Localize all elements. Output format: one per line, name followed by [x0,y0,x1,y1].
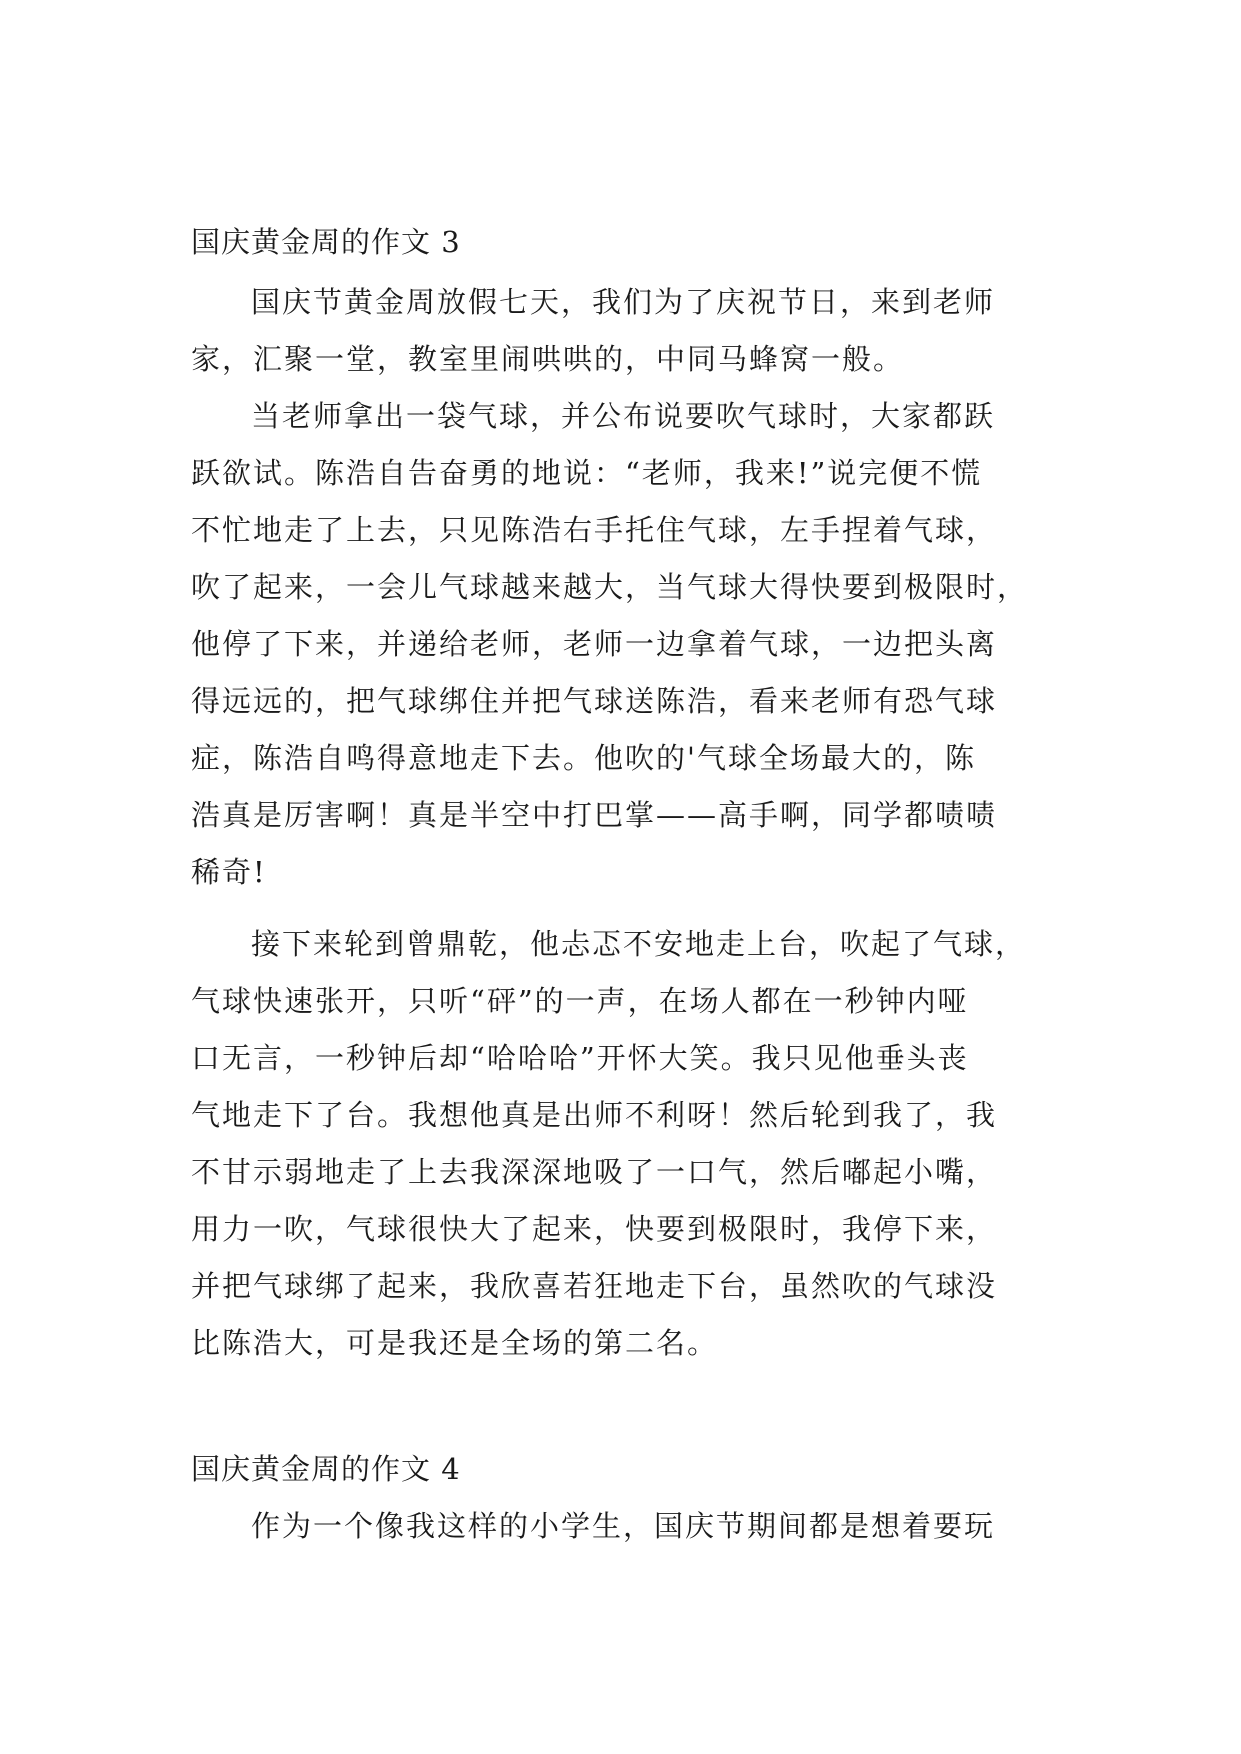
essay-3-paragraph-2-line-2: 跃欲试。陈浩自告奋勇的地说：“老师，我来!”说完便不慌 [191,456,983,490]
essay-3-paragraph-1-line-2: 家，汇聚一堂，教室里闹哄哄的，中同马蜂窝一般。 [191,342,905,376]
essay-4-paragraph-1-line-1: 作为一个像我这样的小学生，国庆节期间都是想着要玩 [251,1509,996,1543]
essay-3-paragraph-3-line-3: 口无言，一秒钟后却“哈哈哈”开怀大笑。我只见他垂头丧 [191,1041,969,1075]
essay-3-paragraph-2-line-7: 症，陈浩自鸣得意地走下去。他吹的'气球全场最大的，陈 [191,741,976,775]
essay-3-paragraph-3-line-4: 气地走下了台。我想他真是出师不利呀！然后轮到我了，我 [191,1098,998,1132]
essay-3-paragraph-3-line-1: 接下来轮到曾鼎乾，他忐忑不安地走上台，吹起了气球， [251,927,1027,961]
essay-3-paragraph-2-line-5: 他停了下来，并递给老师，老师一边拿着气球，一边把头离 [191,627,998,661]
essay-3-paragraph-3-line-8: 比陈浩大，可是我还是全场的第二名。 [191,1326,719,1360]
essay-3-paragraph-3-line-7: 并把气球绑了起来，我欣喜若狂地走下台，虽然吹的气球没 [191,1269,998,1303]
essay-3-paragraph-1-line-1: 国庆节黄金周放假七天，我们为了庆祝节日，来到老师 [251,285,996,319]
essay-3-paragraph-3-line-2: 气球快速张开，只听“砰”的一声，在场人都在一秒钟内哑 [191,984,969,1018]
essay-3-paragraph-2-line-3: 不忙地走了上去，只见陈浩右手托住气球，左手捏着气球， [191,513,998,547]
essay-3-paragraph-2-line-9: 稀奇! [191,855,267,889]
essay-4-title: 国庆黄金周的作文 4 [191,1452,461,1486]
essay-3-paragraph-3-line-6: 用力一吹，气球很快大了起来，快要到极限时，我停下来， [191,1212,998,1246]
essay-3-title: 国庆黄金周的作文 3 [191,225,461,259]
essay-3-paragraph-2-line-1: 当老师拿出一袋气球，并公布说要吹气球时，大家都跃 [251,399,996,433]
essay-3-paragraph-2-line-8: 浩真是厉害啊！真是半空中打巴掌——高手啊，同学都啧啧 [191,798,998,832]
essay-3-paragraph-3-line-5: 不甘示弱地走了上去我深深地吸了一口气，然后嘟起小嘴， [191,1155,998,1189]
essay-3-paragraph-2-line-6: 得远远的，把气球绑住并把气球送陈浩，看来老师有恐气球 [191,684,998,718]
essay-3-paragraph-2-line-4: 吹了起来，一会儿气球越来越大，当气球大得快要到极限时， [191,570,1029,604]
